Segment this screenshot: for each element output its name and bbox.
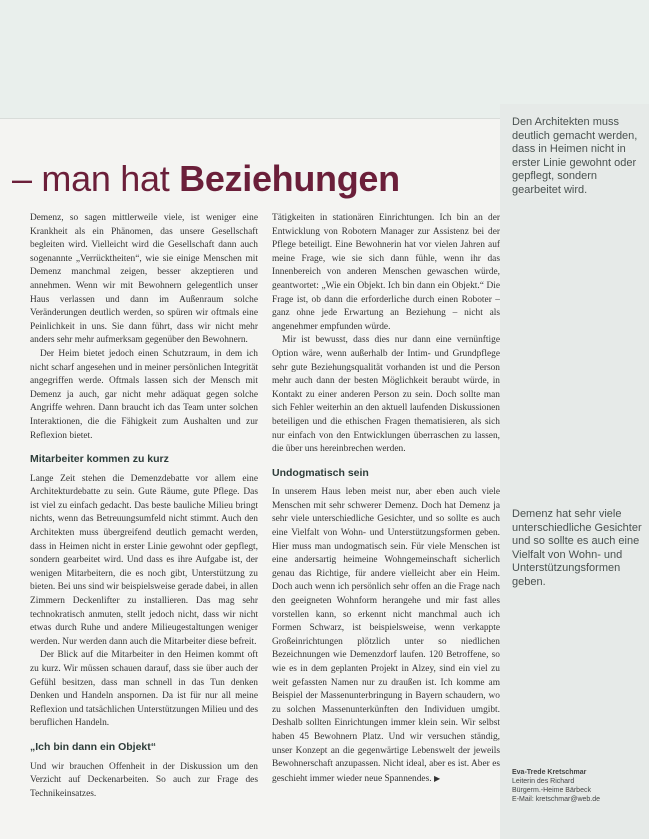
pull-quote-demenz: Demenz hat sehr viele unterschiedliche Gesichter und so sollte es auch eine Vielfalt von Wohn- und Unterstützungsformen geben.: [512, 508, 642, 588]
text-column-left: [30, 212, 258, 801]
top-divider: [0, 118, 500, 119]
top-band: [0, 0, 649, 118]
subheading-mitarbeiter: Mitarbeiter kommen zu kurz: [30, 453, 169, 466]
text-column-right: [272, 212, 500, 786]
author-box: [512, 768, 642, 804]
end-arrow-icon: ▶: [433, 773, 441, 783]
paragraph: Lange Zeit stehen die Demenzdebatte vor allem eine Architekturdebatte zu sein. Gute Räume, gute Pflege. Das ist viel zu einfach gedacht. Das beste bauliche Milieu bringt nichts, wenn das Betreuungsumfeld nicht stimmt. Auch den Architekten muss übergreifend deutlich gemacht werden, dass in Heimen nicht in erster Linie gewohnt oder gepflegt, sondern gearbeitet wird. Und dass es ihre Aufgabe ist, der wenigen Mitarbeitern, die es noch gibt, Unterstützung zu bieten. Bei uns sind wir beispielsweise gerade dabei, in allen Zimmern Deckenlifter zu installieren. Das mag sehr technokratisch anmuten, stellt jedoch nicht, dass wir nicht etwas durch Ruhe und andere Milieugestaltungen weniger werden. Nur werden dann auch die Mitarbeiter diese befreit.: [30, 473, 258, 647]
author-role: Leiterin des Richard: [512, 778, 575, 785]
author-name: Eva-Trede Kretschmar: [512, 769, 587, 776]
paragraph-text: In unserem Haus leben meist nur, aber eben auch viele Menschen mit sehr schwerer Demenz. Doch hat Demenz ja sehr viele unterschiedliche Gesichter, und so sollte es auch eine Vielfalt von Wohn- und Unterstützungsformen geben. Hier muss man undogmatisch sein. Für viele Menschen ist eine andersartig heimeine Wohngemeinschaft sicherlich genau das Richtige, für andere vielleicht aber ein Heim. Doch auch wenn ich persönlich sehr offen an die Frage nach den geeigneten Wohnform herangehe und mir fast alles vorstellen kann, so erkennt nicht manchmal auch ich Formen Schwarz, ist beispielsweise, wenn verkappte Großeinrichtungen plötzlich unter so niedlichen Bezeichnungen wie Demenzdorf laufen. 120 Betroffene, so wie es in dem geplanten Projekt in Alzey, sind ein viel zu weit gefassten Namen nur zu draußen ist. Ich komme am Beispiel der Massenunterbringung in Bayern schaudern, wo zu solchen Massenunterkünften den Individuen umgibt. Deshalb sollten Einrichtungen immer klein sein. Wir selbst haben 45 Bewohnern Platz. Und wir versuchen ständig, unser Konzept an die gegenwärtige Lebenswelt der jeweils Bewohnerschaft anzupassen. Nicht ideal, aber es ist. Aber es geschieht immer wieder neue Spannendes.: [272, 487, 500, 784]
headline-part2: Beziehungen: [179, 158, 400, 199]
paragraph: Der Blick auf die Mitarbeiter in den Heimen kommt oft zu kurz. Wir müssen schauen darauf, dass sie über auch der Gefühl besitzen, dass man schnell in das Tun denken Denken und Handeln anspornen. Da ist für nur all meine Reflexion und tatsächlichen Unterstützungen Milieu und des beruflichen Handeln.: [30, 650, 258, 729]
paragraph: Tätigkeiten in stationären Einrichtungen. Ich bin an der Entwicklung von Robotern Manager zur Assistenz bei der Pflege beteiligt. Eine Bewohnerin hat vor vielen Jahren auf meine Frage, wie sie sich dann fühle, wenn ihr das Innenbereich von anderen Menschen gewaschen würde, geantwortet: „Wie ein Objekt. Ich bin dann ein Objekt.“ Die Frage ist, ob dann die erforderliche durch einen Roboter – ganz ohne jede Erwartung an Beziehung – nicht als angenehmer empfunden würde.: [272, 213, 500, 332]
pull-quote-architects: Den Architekten muss deutlich gemacht werden, dass in Heimen nicht in erster Linie gewohnt oder gepflegt, sondern gearbeitet wird.: [512, 116, 638, 196]
paragraph: Demenz, so sagen mittlerweile viele, ist weniger eine Krankheit als ein Phänomen, das unsere Gesellschaft begleiten wird. Vielleicht wird die Gesellschaft dann auch sogenannte „Verrücktheiten“, wie sie einige Menschen mit Demenz manchmal zeigen, besser akzeptieren und annehmen. Wenn wir mit Bewohnern gelegentlich unser Haus verlassen und dann im Außenraum solche Veränderungen deutlich werden, so spüren wir oftmals eine Peinlichkeit in uns. Sie dann führt, dass wir nicht mehr anders sehr mehr aufmerksam gegenüber den Bewohnern.: [30, 213, 258, 346]
author-email: E-Mail: kretschmar@web.de: [512, 796, 601, 803]
headline-part1: man hat: [31, 158, 180, 199]
paragraph: [272, 486, 500, 786]
paragraph: Der Heim bietet jedoch einen Schutzraum, in dem ich nicht scharf angesehen und in meiner persönlichen Integrität angegriffen werde. Oftmals lassen sich der Mensch mit Demenz ja auch, gar nicht mehr adäquat gegen solche Angriffe wehren. Dann braucht ich das Team unter solchen Interaktionen, die die Fähigkeit zum Aushalten und zur Reflexion bietet.: [30, 348, 258, 441]
subheading-objekt: „Ich bin dann ein Objekt“: [30, 740, 157, 753]
subheading-undogmatisch: Undogmatisch sein: [272, 466, 369, 479]
headline: [12, 157, 492, 201]
headline-dash: –: [12, 158, 32, 199]
author-institution: Bürgerm.-Heime Bärbeck: [512, 787, 591, 794]
sidebar-panel: [500, 104, 649, 839]
paragraph: Mir ist bewusst, dass dies nur dann eine vernünftige Option wäre, wenn außerhalb der Intim- und Grundpflege sehr gute Beziehungsqualität vorhanden ist und die Person mehr auch dann der besten Möglichkeit beraubt würde, in Kontakt zu einer anderen Person zu sein. Doch sollte man sich Fehler weiterhin an den aktuell laufenden Diskussionen beteiligen und die ethischen Fragen thematisieren, als sich nur einfach von den Entwicklungen überraschen zu lassen, die über uns hereinbrechen werden.: [272, 335, 500, 455]
paragraph: Und wir brauchen Offenheit in der Diskussion um den Verzicht auf Deckenarbeiten. So auch zur Frage des Technikeinsatzes.: [30, 761, 258, 799]
